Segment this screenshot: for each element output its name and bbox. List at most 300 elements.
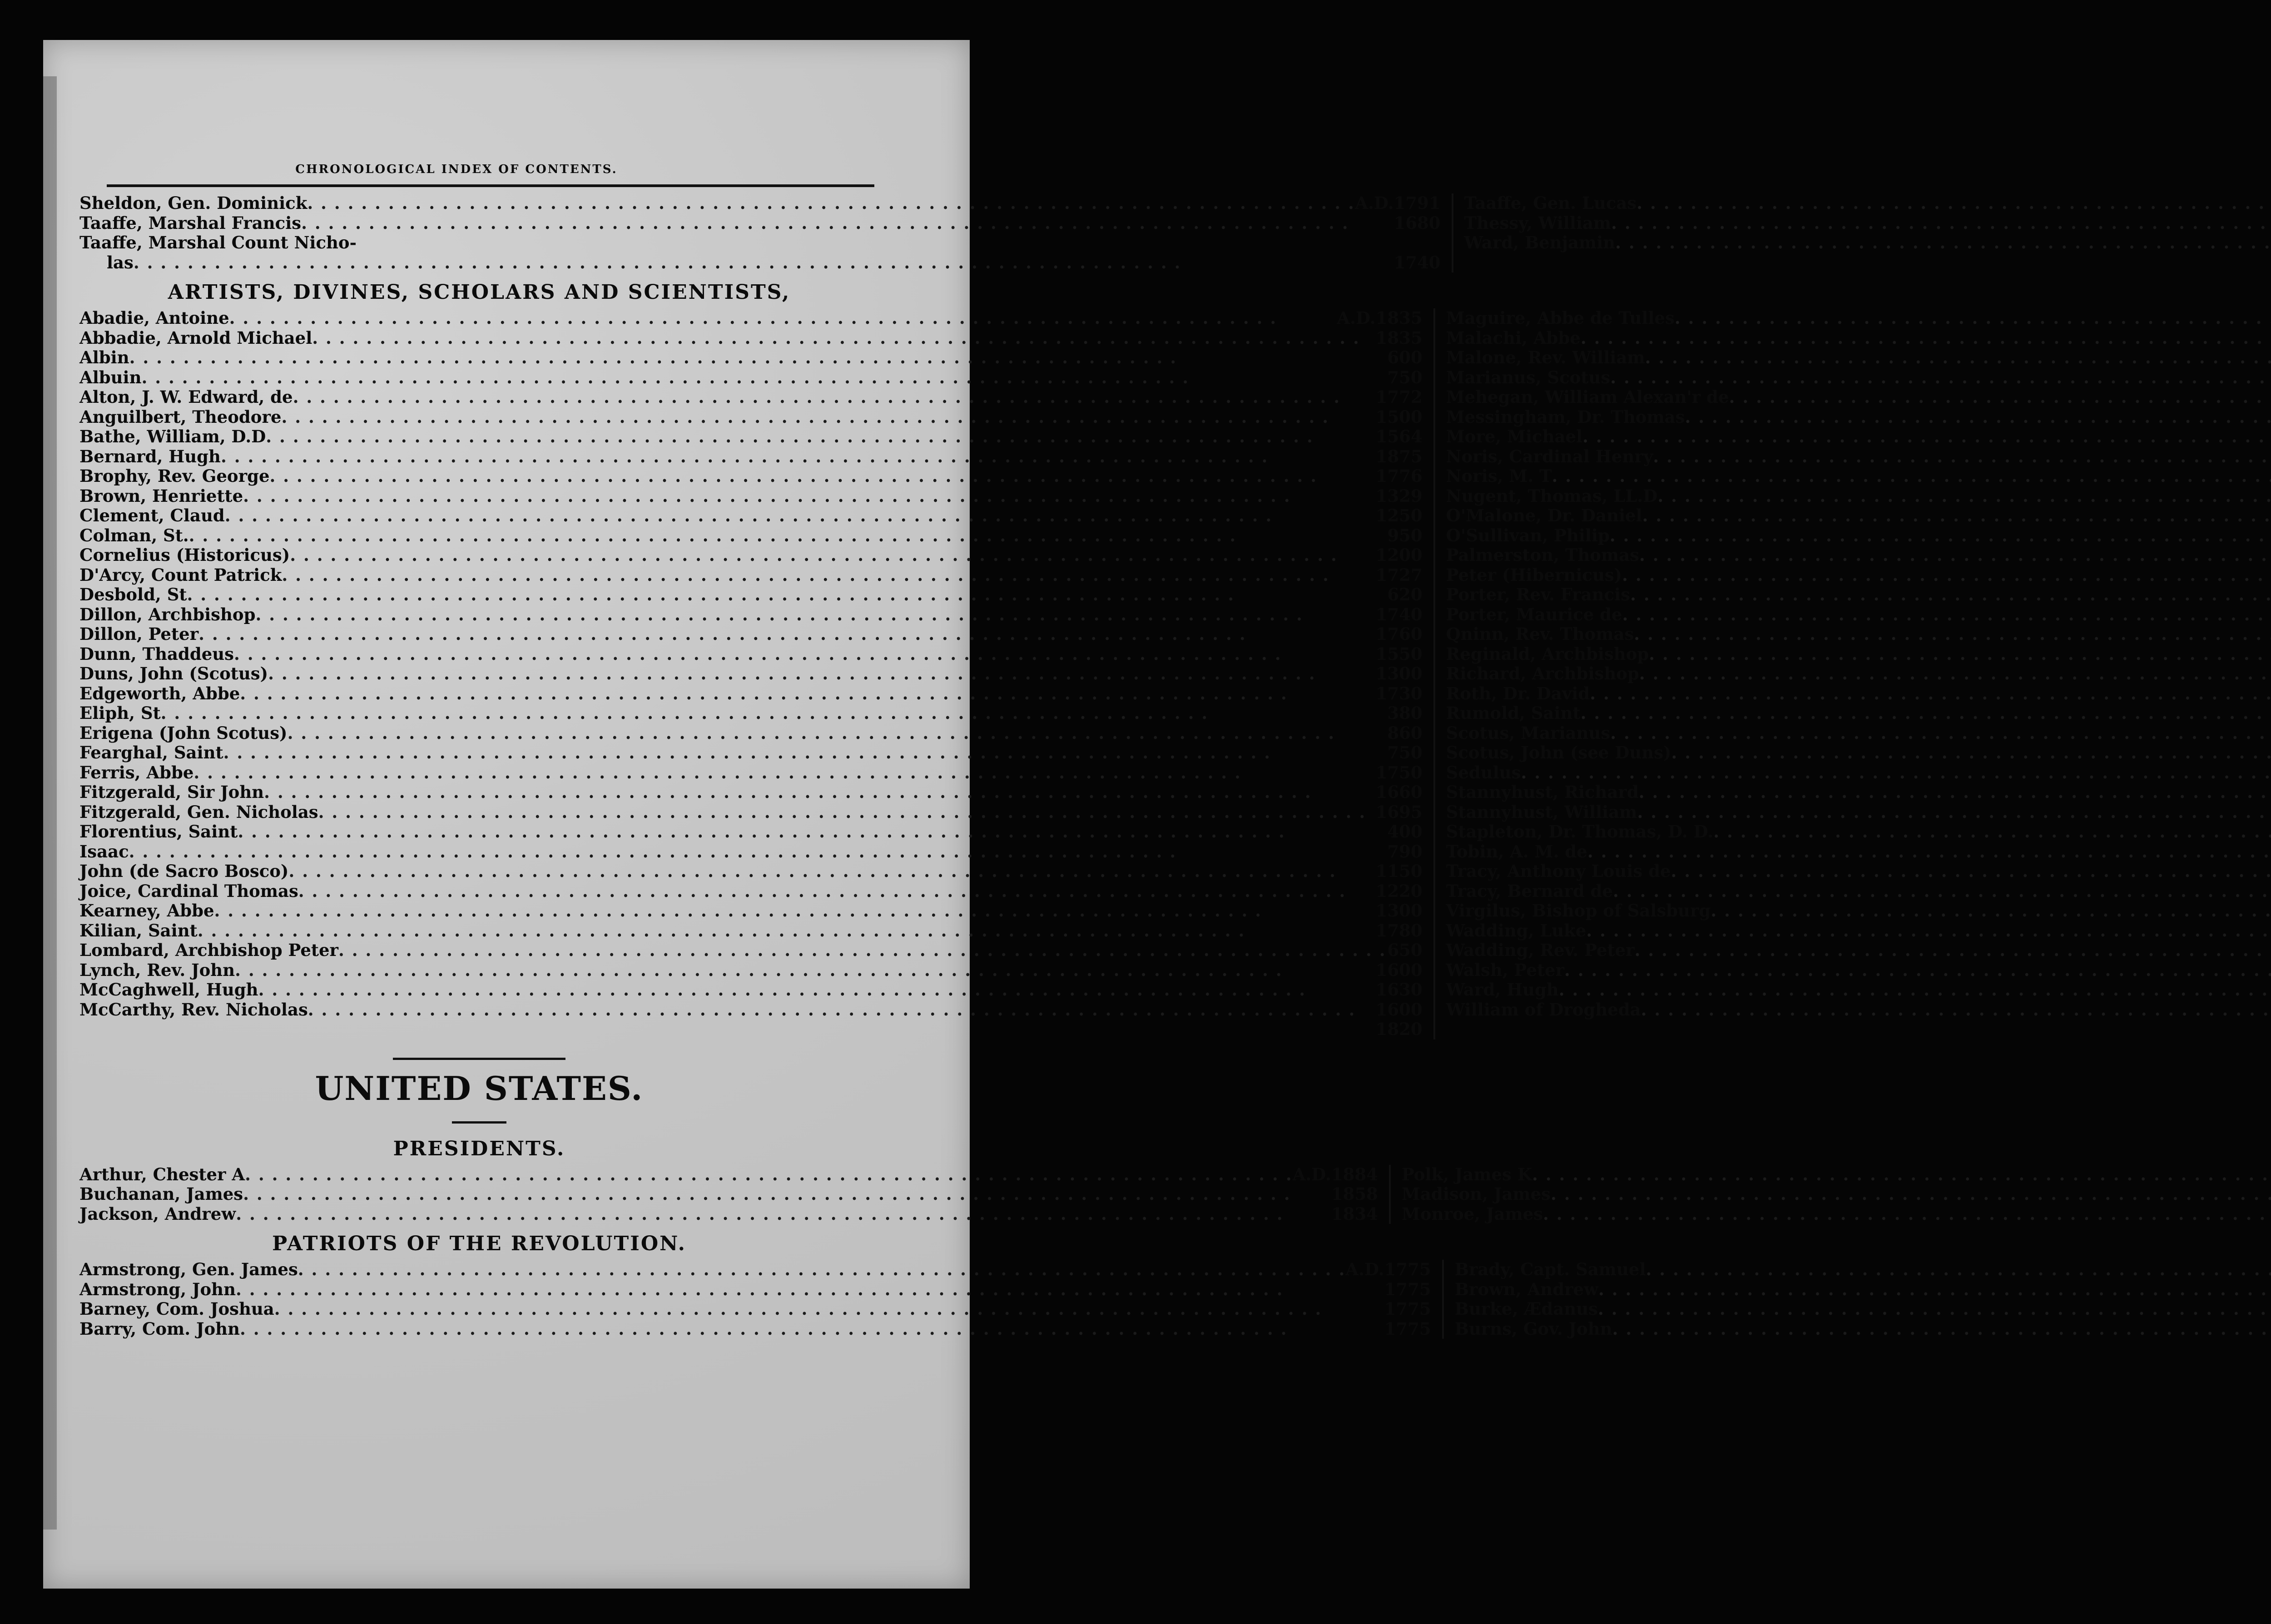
entry-year: 950 — [1387, 525, 1423, 545]
entry-name: Duns, John (Scotus) — [79, 663, 268, 683]
entry-name: Erigena (John Scotus) — [79, 723, 288, 743]
entry-year: 1500 — [1375, 406, 1423, 427]
entry-year: 1740 — [1393, 252, 1441, 272]
entry-year: 1750 — [1375, 762, 1423, 782]
leader-dots — [1635, 941, 2271, 961]
index-entry — [79, 941, 1423, 961]
leader-dots — [129, 348, 1386, 368]
entry-name: Dillon, Archbishop — [79, 604, 256, 624]
entry-year: 1150 — [1375, 861, 1423, 881]
top-right-column — [1453, 193, 2271, 272]
index-entry — [1446, 822, 2271, 842]
leader-dots — [1590, 684, 2271, 704]
index-entry — [79, 901, 1423, 921]
index-entry — [79, 644, 1423, 664]
entry-year: 1630 — [1375, 980, 1423, 1000]
entry-name: Florentius, Saint — [79, 822, 238, 842]
entry-name: Taaffe, Gen. Lucas — [1464, 193, 1637, 213]
entry-name: Albin — [79, 347, 129, 367]
leader-dots — [264, 782, 1376, 802]
entry-name: Marianus, Scotus — [1446, 367, 1611, 387]
leader-dots — [1564, 961, 2271, 980]
leader-dots — [1711, 901, 2271, 921]
entry-name: Clement, Claud — [79, 505, 225, 525]
entry-year: 1776 — [1375, 466, 1423, 486]
entry-name: Brady, Capt. Samuel — [1454, 1259, 1646, 1279]
index-entry — [79, 506, 1423, 526]
entry-year: 860 — [1387, 723, 1423, 743]
index-entry — [79, 624, 1423, 644]
entry-name: Alton, J. W. Edward, de — [79, 387, 293, 407]
leader-dots — [307, 193, 1355, 213]
entry-name: Stannyhust, Richard — [1446, 782, 1639, 802]
entry-year: 1680 — [1393, 213, 1441, 233]
index-entry — [1402, 1165, 2271, 1185]
index-entry — [1464, 213, 2271, 233]
index-entry — [79, 802, 1423, 822]
leader-dots — [301, 213, 1393, 233]
leader-dots — [288, 862, 1375, 881]
index-entry — [79, 193, 1441, 213]
entry-year: A.D.1884 — [1292, 1164, 1378, 1184]
index-entry — [1446, 368, 2271, 388]
leader-dots — [1598, 1299, 2271, 1319]
entry-name: Eliph, St — [79, 703, 161, 723]
leader-dots — [1582, 427, 2271, 447]
entry-name: McCaghwell, Hugh — [79, 980, 258, 1000]
index-entry — [79, 233, 1441, 253]
entry-year: 1660 — [1375, 782, 1423, 802]
leader-dots — [268, 664, 1376, 684]
index-entry — [1446, 466, 2271, 486]
entry-name: D'Arcy, Count Patrick — [79, 564, 282, 585]
entry-year: 1760 — [1375, 624, 1423, 644]
entry-name: Abbadie, Arnold Michael — [79, 327, 312, 348]
index-entry — [79, 213, 1441, 233]
entry-name: Cornelius (Historicus) — [79, 545, 290, 565]
leader-dots — [234, 644, 1376, 664]
index-entry — [1446, 763, 2271, 783]
header-rule — [107, 184, 874, 187]
entry-year: 400 — [1387, 822, 1423, 842]
index-entry — [79, 664, 1423, 684]
entry-name: Reginald, Archbishop — [1446, 644, 1649, 664]
entry-year: 1329 — [1375, 485, 1423, 506]
index-entry — [1446, 506, 2271, 526]
index-entry — [1446, 881, 2271, 901]
leader-dots — [1637, 802, 2271, 822]
leader-dots — [134, 253, 1394, 273]
entry-name: Fitzgerald, Sir John — [79, 782, 264, 802]
leader-dots — [238, 822, 1386, 842]
entry-name: Wadding, Rev. Peter — [1446, 940, 1635, 960]
entry-name: Edgeworth, Abbe — [79, 683, 240, 703]
leader-dots — [1622, 565, 2271, 585]
entry-name: Burke, Ædanus — [1454, 1299, 1598, 1319]
leader-dots — [129, 842, 1386, 862]
leader-dots — [293, 387, 1376, 407]
leader-dots — [266, 427, 1375, 447]
leader-dots — [236, 1280, 1384, 1300]
entry-name: Taaffe, Marshal Francis — [79, 213, 302, 233]
leader-dots — [1685, 407, 2271, 427]
entry-name: Porter, Rev. Francis — [1446, 584, 1631, 604]
index-entry — [79, 368, 1423, 388]
index-entry — [79, 308, 1423, 328]
presidents-section — [79, 1164, 1551, 1224]
leader-dots — [1645, 348, 2271, 368]
page-content — [79, 163, 1729, 1339]
leader-dots — [258, 980, 1376, 1000]
leader-dots — [312, 328, 1375, 348]
entry-name: Bathe, William, D.D — [79, 426, 266, 446]
leader-dots — [1622, 605, 2271, 625]
entry-name: Burns, Gov. John — [1454, 1318, 1612, 1339]
page-shadow-strip — [43, 76, 57, 1530]
entry-name: las — [107, 252, 134, 272]
leader-dots — [1610, 723, 2271, 743]
index-entry — [79, 387, 1423, 407]
entry-name: Armstrong, John — [79, 1279, 236, 1299]
index-entry — [1446, 782, 2271, 802]
entry-year: 1772 — [1375, 387, 1423, 407]
index-entry — [79, 743, 1423, 763]
entry-name: Roth, Dr. David — [1446, 683, 1590, 703]
entry-name: Tracy, Bernard de — [1446, 881, 1613, 901]
entry-name: Jackson, Andrew — [79, 1203, 236, 1224]
entry-name: William of Drogheda — [1446, 999, 1641, 1020]
index-entry — [1402, 1184, 2271, 1204]
index-entry — [79, 447, 1423, 467]
index-entry — [1446, 703, 2271, 723]
index-entry — [1446, 644, 2271, 664]
entry-name: Dillon, Peter — [79, 624, 199, 644]
index-entry — [79, 723, 1423, 743]
entry-name: O'Malone, Dr. Daniel — [1446, 505, 1642, 525]
entry-name: Armstrong, Gen. James — [79, 1259, 298, 1279]
index-entry — [79, 585, 1423, 605]
entry-name: Palmerston, Thomas — [1446, 545, 1640, 565]
index-entry — [79, 526, 1423, 546]
entry-year: 1250 — [1375, 505, 1423, 525]
leader-dots — [274, 1299, 1384, 1319]
index-entry — [1446, 941, 2271, 961]
index-entry — [1464, 193, 2271, 213]
index-entry — [79, 1260, 1431, 1280]
index-entry — [79, 980, 1423, 1000]
index-entry — [79, 842, 1423, 862]
leader-dots — [1639, 545, 2271, 565]
leader-dots — [282, 565, 1375, 585]
index-entry — [79, 1184, 1378, 1204]
index-entry — [79, 862, 1423, 881]
leader-dots — [198, 921, 1376, 941]
entry-name: Malone, Rev. William — [1446, 347, 1645, 367]
index-entry — [79, 466, 1423, 486]
index-entry — [79, 1299, 1431, 1319]
entry-year: 1730 — [1375, 683, 1423, 703]
index-entry — [1446, 486, 2271, 506]
index-entry — [1446, 624, 2271, 644]
index-entry — [1446, 545, 2271, 565]
entry-year: 1775 — [1384, 1279, 1431, 1299]
leader-dots — [187, 585, 1386, 605]
index-entry — [79, 822, 1423, 842]
entry-name: Lynch, Rev. John — [79, 960, 235, 980]
entry-name: Walsh, Peter — [1446, 960, 1564, 980]
leader-dots — [1615, 233, 2271, 253]
leader-dots — [1581, 328, 2271, 348]
index-entry — [1455, 1280, 2271, 1300]
index-entry — [79, 1165, 1378, 1185]
index-entry — [1446, 387, 2271, 407]
leader-dots — [245, 1165, 1293, 1185]
leader-dots — [308, 1000, 1376, 1020]
patriots-section — [79, 1259, 1646, 1339]
divider-rule — [393, 1058, 565, 1060]
leader-dots — [1552, 466, 2271, 486]
divider-rule-small — [452, 1121, 506, 1124]
entry-name: John (de Sacro Bosco) — [79, 861, 289, 881]
entry-name: Maguire, Abbe de Tulles — [1446, 308, 1675, 328]
entry-name: Brown, Andrew — [1454, 1279, 1598, 1299]
entry-year: 1550 — [1375, 644, 1423, 664]
leader-dots — [142, 368, 1386, 388]
index-entry — [1455, 1319, 2271, 1339]
top-left-column — [79, 193, 1453, 272]
index-entry — [1446, 427, 2271, 447]
entry-name: Messingham, Dr. Thomas — [1446, 406, 1685, 427]
entry-year: 1820 — [1375, 1019, 1423, 1039]
leader-dots — [214, 901, 1376, 921]
leader-dots — [225, 506, 1376, 526]
index-entry — [1446, 585, 2271, 605]
entry-name: Sheldon, Gen. Dominick — [79, 193, 307, 213]
entry-year: 1780 — [1375, 920, 1423, 941]
entry-name: Stannyhust, William — [1446, 802, 1637, 822]
index-entry — [1402, 1204, 2271, 1224]
entry-year: 790 — [1387, 841, 1423, 862]
leader-dots — [1543, 1204, 2271, 1224]
leader-dots — [1636, 193, 2271, 213]
index-entry — [1446, 743, 2271, 763]
index-entry — [1446, 565, 2271, 585]
entry-name: Polk, James K — [1401, 1164, 1532, 1184]
entry-name: Buchanan, James — [79, 1184, 243, 1204]
entry-name: Qninn, Rev. Thomas — [1446, 624, 1634, 644]
country-heading: UNITED STATES. — [315, 1069, 644, 1108]
index-entry — [1446, 802, 2271, 822]
entry-year: 620 — [1387, 584, 1423, 604]
entry-name: Desbold, St — [79, 584, 187, 604]
leader-dots — [1630, 585, 2271, 605]
leader-dots — [1551, 1184, 2271, 1204]
entry-name: Barry, Com. John — [79, 1318, 240, 1339]
artists-right-column — [1435, 308, 2271, 1040]
leader-dots — [223, 743, 1386, 763]
entry-name: Bernard, Hugh — [79, 446, 221, 466]
leader-dots — [1610, 526, 2271, 546]
entry-name: Joice, Cardinal Thomas — [79, 881, 298, 901]
index-entry — [1446, 684, 2271, 704]
leader-dots — [1532, 1165, 2271, 1185]
entry-name: Scotus, Marianus — [1446, 723, 1611, 743]
entry-name: Colman, St. — [79, 525, 189, 545]
entry-name: Rumold, Saint — [1446, 703, 1581, 723]
entry-name: Abadie, Antoine — [79, 308, 229, 328]
index-entry — [1455, 1260, 2271, 1280]
index-entry — [1446, 842, 2271, 862]
entry-year: 1740 — [1375, 604, 1423, 624]
leader-dots — [282, 407, 1376, 427]
leader-dots — [1612, 1319, 2271, 1339]
leader-dots — [1598, 1280, 2271, 1300]
entry-year: 1600 — [1375, 960, 1423, 980]
index-entry — [79, 703, 1423, 723]
entry-name: Anguilbert, Theodore — [79, 406, 282, 427]
entry-name: Albuin — [79, 367, 142, 387]
index-entry — [79, 605, 1423, 625]
entry-name: Dunn, Thaddeus — [79, 644, 234, 664]
entry-name: Monroe, James — [1401, 1203, 1543, 1224]
leader-dots — [221, 447, 1376, 467]
leader-dots — [1657, 486, 2271, 506]
entry-name: Brophy, Rev. George — [79, 466, 270, 486]
entry-year: 750 — [1387, 743, 1423, 762]
entry-year: 1775 — [1384, 1318, 1431, 1339]
presidents-right-column — [1391, 1165, 2271, 1224]
entry-name: Isaac — [79, 841, 129, 862]
entry-name: Peter (Hibernicus) — [1446, 564, 1622, 585]
entry-year: A.D.1791 — [1355, 193, 1441, 213]
leader-dots — [255, 605, 1375, 625]
entry-name: Ward, Hugh — [1446, 980, 1559, 1000]
index-entry — [79, 1280, 1431, 1300]
leader-dots — [243, 486, 1375, 506]
index-entry — [79, 545, 1423, 565]
leader-dots — [240, 1319, 1384, 1339]
leader-dots — [338, 941, 1386, 961]
entry-year: A.D.1835 — [1337, 308, 1423, 328]
entry-year: 1220 — [1375, 881, 1423, 901]
entry-year: 1835 — [1375, 327, 1423, 348]
leader-dots — [1610, 368, 2271, 388]
entry-year: 1834 — [1331, 1203, 1378, 1224]
entry-name: Kearney, Abbe — [79, 901, 214, 921]
entry-name: Brown, Henriette — [79, 485, 243, 506]
entry-year: 650 — [1387, 940, 1423, 960]
leader-dots — [290, 545, 1375, 565]
entry-year: 1775 — [1384, 1299, 1431, 1319]
entry-name: McCarthy, Rev. Nicholas — [79, 999, 308, 1020]
entry-name: More, Michael — [1446, 426, 1583, 446]
entry-name: Stapleton, Dr. Thomas, D. D. — [1446, 822, 1714, 842]
leader-dots — [1559, 980, 2271, 1000]
index-entry — [1446, 526, 2271, 546]
index-entry — [79, 921, 1423, 941]
index-entry — [1446, 664, 2271, 684]
leader-dots — [1642, 506, 2271, 526]
index-entry — [1464, 233, 2271, 253]
index-entry — [79, 1319, 1431, 1339]
leader-dots — [229, 308, 1337, 328]
patriots-left-column — [79, 1260, 1444, 1339]
leader-dots — [236, 1204, 1331, 1224]
artists-left-column — [79, 308, 1435, 1040]
index-entry — [1446, 961, 2271, 980]
entry-name: Ferris, Abbe — [79, 762, 194, 782]
presidents-left-column — [79, 1165, 1391, 1224]
entry-name: Tobin, A. M. de — [1446, 841, 1587, 862]
leader-dots — [189, 526, 1386, 546]
entry-year: 1564 — [1375, 426, 1423, 446]
top-section — [79, 193, 1637, 272]
leader-dots — [1613, 881, 2271, 901]
index-entry — [1455, 1299, 2271, 1319]
index-entry — [1446, 348, 2271, 368]
index-entry — [1446, 921, 2271, 941]
leader-dots — [1611, 213, 2271, 233]
entry-name: Ward, Benjamin — [1464, 233, 1616, 253]
leader-dots — [288, 723, 1386, 743]
index-entry — [79, 1000, 1423, 1020]
entry-name: Noris, Cardinal Henry — [1446, 446, 1653, 466]
entry-year: 1695 — [1375, 802, 1423, 822]
index-entry — [79, 763, 1423, 783]
artists-title: ARTISTS, DIVINES, SCHOLARS AND SCIENTISTS, — [168, 281, 791, 304]
leader-dots — [298, 1260, 1346, 1280]
artists-section — [79, 308, 1729, 1040]
leader-dots — [1587, 842, 2271, 862]
entry-name: Porter, Maurice de — [1446, 604, 1622, 624]
index-entry — [79, 684, 1423, 704]
index-entry — [79, 782, 1423, 802]
entry-name: Fitzgerald, Gen. Nicholas — [79, 802, 318, 822]
leader-dots — [1639, 782, 2271, 802]
index-entry — [1446, 901, 2271, 921]
entry-name: O'Sullivan, Philip — [1446, 525, 1610, 545]
scanned-page — [43, 40, 1729, 1589]
index-entry — [79, 348, 1423, 368]
index-entry — [79, 328, 1423, 348]
leader-dots — [1671, 862, 2271, 881]
entry-year: A.D.1775 — [1345, 1259, 1431, 1279]
leader-dots — [1641, 1000, 2271, 1020]
leader-dots — [270, 466, 1376, 486]
entry-name: Kilian, Saint — [79, 920, 198, 941]
leader-dots — [198, 624, 1376, 644]
index-entry — [79, 881, 1423, 901]
index-entry — [79, 1020, 1423, 1040]
entry-name: Scotus, John (see Duns) — [1446, 743, 1671, 762]
leader-dots — [1653, 447, 2271, 467]
entry-name: Virgilus, Bishop of Salsburg — [1446, 901, 1711, 921]
leader-dots — [298, 881, 1376, 901]
entry-name: Tracy, Anthony Louis de — [1446, 861, 1671, 881]
index-entry — [1446, 1000, 2271, 1020]
entry-year: 1727 — [1375, 564, 1423, 585]
leader-dots — [1646, 1260, 2271, 1280]
entry-name: Nugent, Thomas, LL.D — [1446, 485, 1658, 506]
entry-year: 600 — [1387, 347, 1423, 367]
entry-name: Thessy, William — [1464, 213, 1612, 233]
index-entry — [1446, 605, 2271, 625]
entry-name: Wadding, Luke — [1446, 920, 1587, 941]
leader-dots — [1634, 624, 2271, 644]
index-entry — [1446, 980, 2271, 1000]
running-head: CHRONOLOGICAL INDEX OF CONTENTS. — [295, 163, 618, 176]
index-entry — [1446, 447, 2271, 467]
